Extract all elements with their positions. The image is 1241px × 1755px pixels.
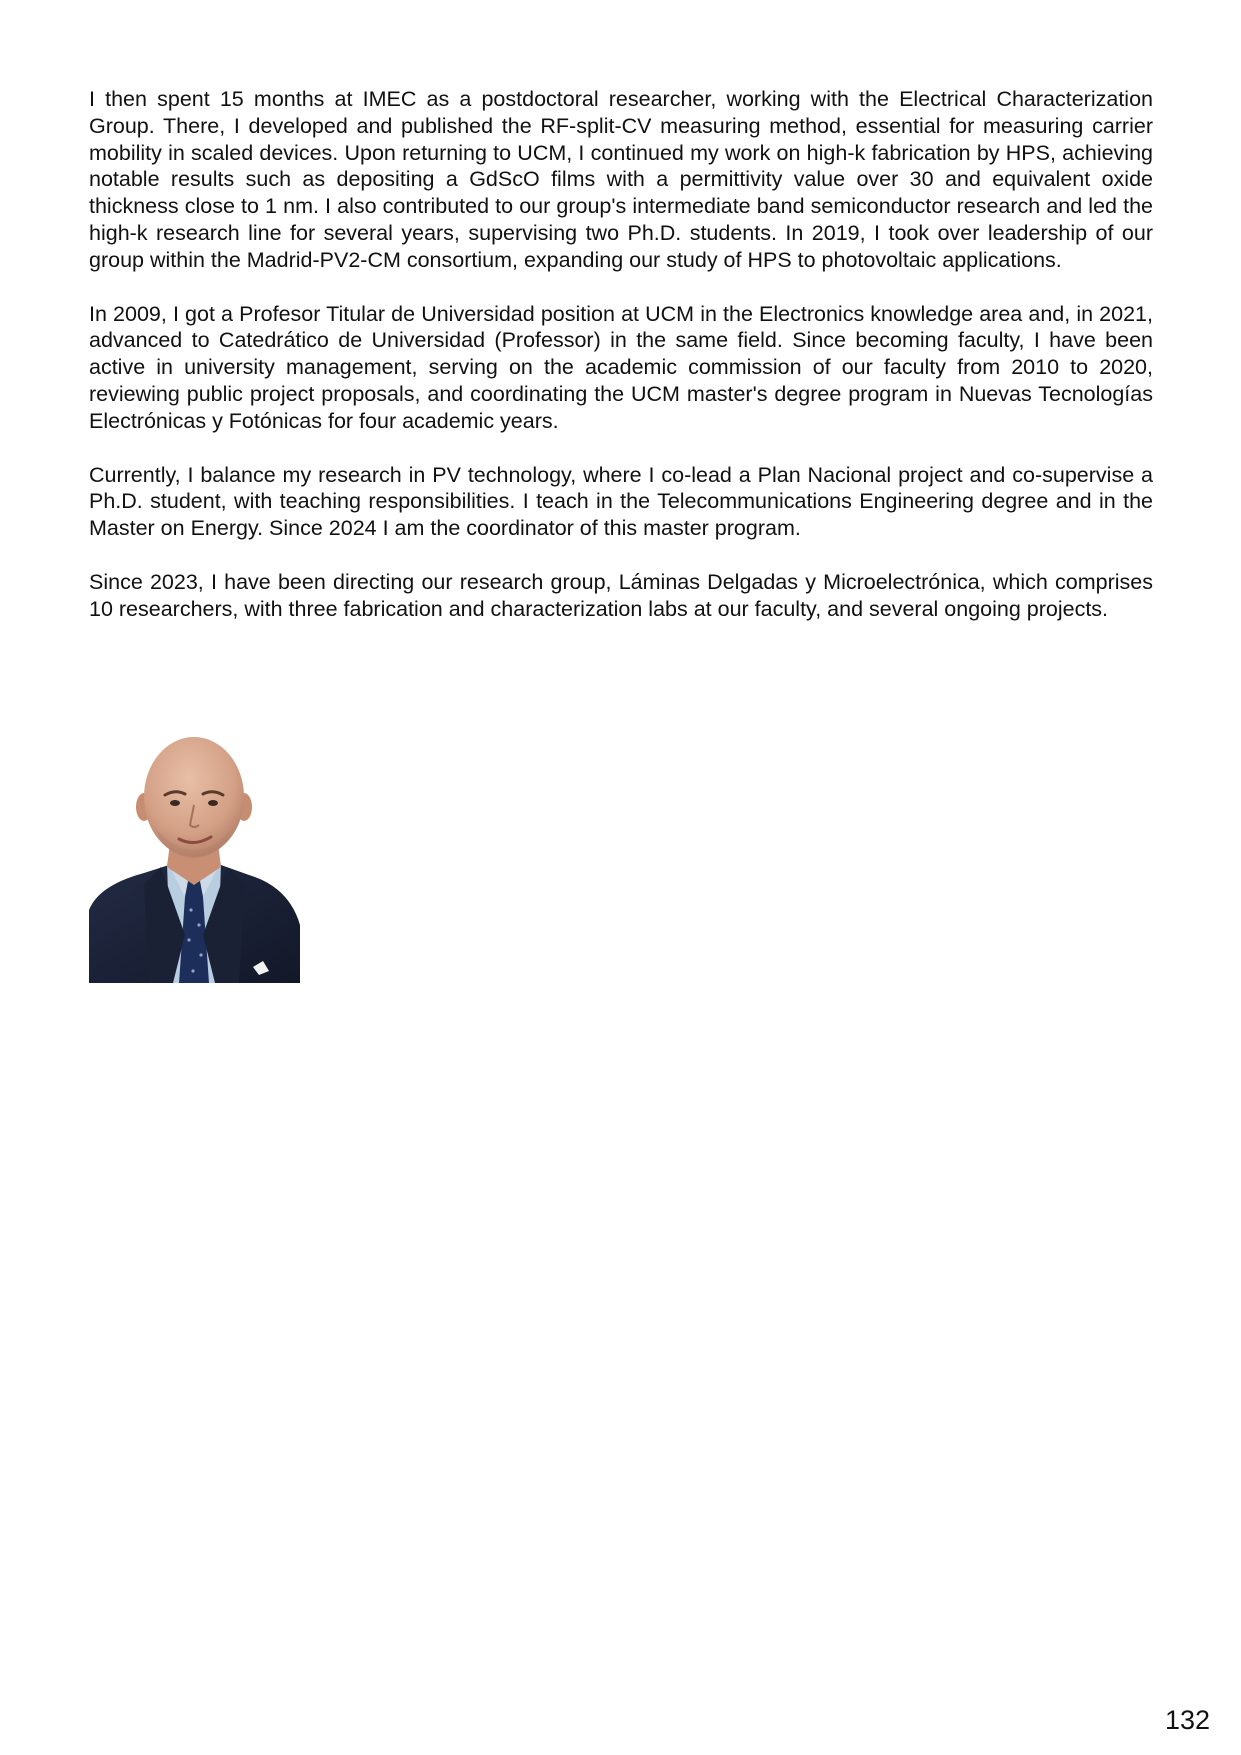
paragraph-faculty: In 2009, I got a Profesor Titular de Universidad position at UCM in the Electronics knowledge area and, in 2021, advanced to Catedrático de Universidad (Professor) in the same field. Since becoming faculty, I have been active in university management, serving on the academic commission of our faculty from 2010 to 2020, reviewing public project proposals, and coordinating the UCM master's degree program in Nuevas Tecnologías Electrónicas y Fotónicas for four academic years. <box>89 301 1153 433</box>
page-number: 132 <box>1164 1705 1210 1735</box>
body-text <box>89 86 1153 650</box>
paragraph-imec: I then spent 15 months at IMEC as a postdoctoral researcher, working with the Electrical Characterization Group. There, I developed and published the RF-split-CV measuring method, essential for measuring carrier mobility in scaled devices. Upon returning to UCM, I continued my work on high-k fabrication by HPS, achieving notable results such as depositing a GdScO films with a permittivity value over 30 and equivalent oxide thickness close to 1 nm. I also contributed to our group's intermediate band semiconductor research and led the high-k research line for several years, supervising two Ph.D. students. In 2019, I took over leadership of our group within the Madrid-PV2-CM consortium, expanding our study of HPS to photovoltaic applications. <box>89 87 1153 272</box>
paragraph-research-group: Since 2023, I have been directing our research group, Láminas Delgadas y Microelectrónica, which comprises 10 researchers, with three fabrication and characterization labs at our faculty, and several ongoing projects. <box>89 569 1153 621</box>
author-portrait <box>89 735 300 983</box>
paragraph-current: Currently, I balance my research in PV technology, where I co-lead a Plan Nacional project and co-supervise a Ph.D. student, with teaching responsibilities. I teach in the Telecommunications Engineering degree and in the Master on Energy. Since 2024 I am the coordinator of this master program. <box>89 462 1153 541</box>
